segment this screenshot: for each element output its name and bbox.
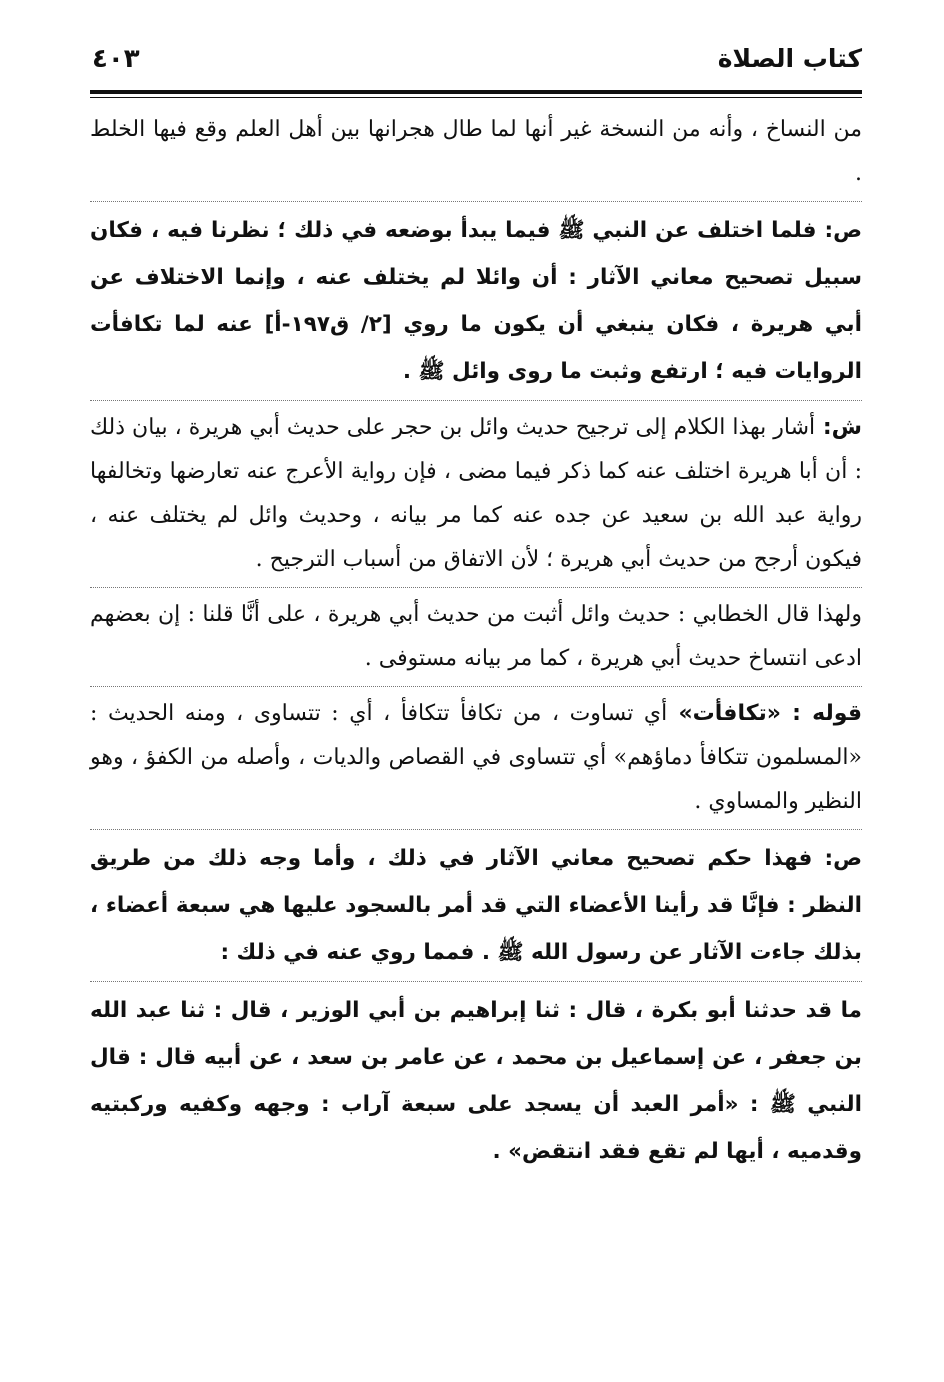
paragraph-2 — [90, 207, 862, 395]
chapter-title: كتاب الصلاة — [717, 44, 862, 73]
paragraph-4 — [90, 593, 862, 681]
paragraph-text: فلما اختلف عن النبي ﷺ فيما يبدأ بوضعه في ذلك ؛ نظرنا فيه ، فكان سبيل تصحيح معاني الآثار : أن وائلا لم يختلف عنه ، وإنما الاختلاف عن أبي هريرة ، فكان ينبغي أن يكون ما روي [٢/ ق١٩٧-أ] عنه لما تكافأت الروايات فيه ؛ ارتفع وثبت ما روى وائل ﷺ . — [90, 218, 862, 384]
paragraph-6 — [90, 835, 862, 976]
paragraph-text: أي تساوت ، من تكافأ تتكافأ ، أي : تتساوى ، ومنه الحديث : «المسلمون تتكافأ دماؤهم» أي تتساوى في القصاص والديات ، وأصله من الكفؤ ، وهو النظير والمساوي . — [90, 701, 862, 814]
paragraph-separator — [90, 201, 862, 203]
paragraph-label: ص: — [812, 846, 862, 871]
paragraph-separator — [90, 829, 862, 831]
paragraph-label: ص: — [816, 218, 863, 243]
page-number: ٤٠٣ — [92, 44, 140, 74]
header-rule-thick — [90, 90, 862, 94]
page-body — [90, 108, 862, 1175]
paragraph-separator — [90, 981, 862, 983]
header-rule-thin — [90, 97, 862, 98]
paragraph-3 — [90, 406, 862, 582]
paragraph-5 — [90, 692, 862, 824]
paragraph-text: ما قد حدثنا أبو بكرة ، قال : ثنا إبراهيم بن أبي الوزير ، قال : ثنا عبد الله بن جعفر ، عن إسماعيل بن محمد ، عن عامر بن سعد ، عن أبيه قال : قال النبي ﷺ : «أمر العبد أن يسجد على سبعة آراب : وجهه وكفيه وركبتيه وقدميه ، أيها لم تقع فقد انتقض» . — [90, 998, 862, 1164]
paragraph-7 — [90, 987, 862, 1175]
paragraph-text: ولهذا قال الخطابي : حديث وائل أثبت من حديث أبي هريرة ، على أنَّا قلنا : إن بعضهم ادعى انتساخ حديث أبي هريرة ، كما مر بيانه مستوفى . — [90, 602, 862, 671]
paragraph-separator — [90, 400, 862, 402]
paragraph-text: من النساخ ، وأنه من النسخة غير أنها لما طال هجرانها بين أهل العلم وقع فيها الخلط . — [90, 117, 862, 186]
paragraph-separator — [90, 686, 862, 688]
running-header — [90, 44, 862, 88]
paragraph-text: أشار بهذا الكلام إلى ترجيح حديث وائل بن حجر على حديث أبي هريرة ، بيان ذلك : أن أبا هريرة اختلف عنه كما ذكر فيما مضى ، فإن رواية الأعرج عنه تعارضها وتخالفها رواية عبد الله بن سعيد عن جده عنه كما مر بيانه ، وحديث وائل لم يختلف عنه ، فيكون أرجح من حديث أبي هريرة ؛ لأن الاتفاق من أسباب الترجيح . — [90, 415, 862, 572]
paragraph-label: قوله : «تكافأت» — [667, 701, 862, 726]
paragraph-label: ش: — [815, 415, 862, 440]
paragraph-separator — [90, 587, 862, 589]
paragraph-1 — [90, 108, 862, 196]
paragraph-text: فهذا حكم تصحيح معاني الآثار في ذلك ، وأما وجه ذلك من طريق النظر : فإنَّا قد رأينا الأعضاء التي قد أمر بالسجود عليها هي سبعة أعضاء ، بذلك جاءت الآثار عن رسول الله ﷺ . فمما روي عنه في ذلك : — [90, 846, 862, 965]
book-page — [90, 44, 862, 1175]
